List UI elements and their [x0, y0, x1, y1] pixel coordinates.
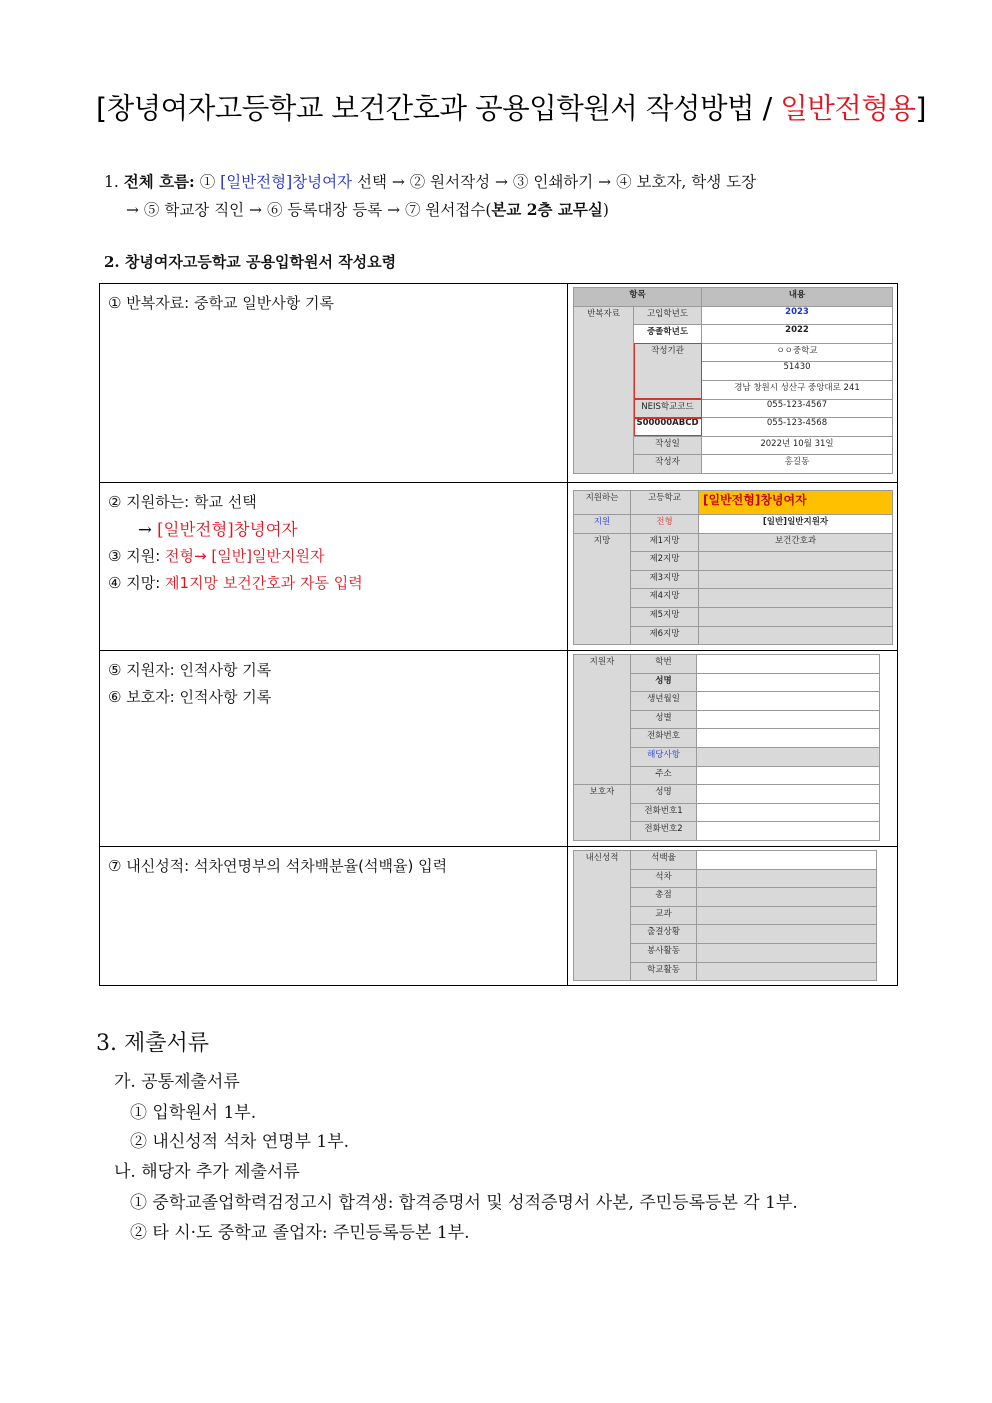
- flow-line-1: 1. 전체 흐름: ① [일반전형]창녕여자 선택 → ② 원서작성 → ③ 인쇄하기 → ④ 보호자, 학생 도장: [104, 172, 757, 191]
- additional-doc-1: ① 중학교졸업학력검정고시 합격생: 합격증명서 및 성적증명서 사본, 주민등록등본 각 1부.: [130, 1193, 798, 1213]
- repeat-data-table: 항목 내용 반복자료 고입학년도 2023 중졸학년도 2022 작성기관 ㅇㅇ중학교 51430 경남 창원시 성산구 중앙대로 241 NEIS학교코드 055-123-4567 S00000ABCD 055-123-4568 작성일 2022년 10월 31일 작성자 홍길동: [573, 287, 893, 474]
- guide-text-2: ② 지원하는: 학교 선택 → [일반전형]창녕여자 ③ 지원: 전형→ [일반]일반지원자 ④ 지망: 제1지망 보건간호과 자동 입력: [100, 483, 568, 651]
- guide-text-1: ① 반복자료: 중학교 일반사항 기록: [100, 284, 568, 483]
- section-1-flow: [104, 168, 756, 224]
- page-title: [창녕여자고등학교 보건간호과 공용입학원서 작성방법 / 일반전형용]: [96, 92, 927, 125]
- guide-row-4: [100, 847, 898, 986]
- guide-table: [99, 283, 898, 986]
- guide-row-3: [100, 651, 898, 847]
- common-doc-1: ① 입학원서 1부.: [130, 1103, 257, 1123]
- admission-type-select[interactable]: [일반]일반지원자: [699, 515, 893, 534]
- guide-text-4: ⑦ 내신성적: 석차연명부의 석차백분율(석백율) 입력: [100, 847, 568, 986]
- additional-doc-2: ② 타 시·도 중학교 졸업자: 주민등록등본 1부.: [130, 1223, 470, 1243]
- section-3-heading: 3. 제출서류: [96, 1031, 209, 1056]
- flow-highlight: [일반전형]창녕여자: [220, 173, 353, 191]
- guide-row-1: [100, 284, 898, 483]
- section-2-heading: 2. 창녕여자고등학교 공용입학원서 작성요령: [104, 253, 397, 271]
- form-school-choice: [568, 483, 898, 651]
- class-rank-percentile-input[interactable]: [697, 851, 877, 870]
- form-personal-info: [568, 651, 898, 847]
- personal-info-table: 지원자 학번 성명 생년월일 성별 전화번호 해당사항 주소 보호자 성명 전화번호1 전화번호2: [573, 654, 880, 841]
- form-grades: [568, 847, 898, 986]
- guide-text-3: ⑤ 지원자: 인적사항 기록 ⑥ 보호자: 인적사항 기록: [100, 651, 568, 847]
- school-choice-table: 지원하는 고등학교 [일반전형]창녕여자 지원 전형 [일반]일반지원자 지망 제1지망 보건간호과 제2지망 제3지망 제4지망 제5지망 제6지망: [573, 490, 893, 645]
- grades-table: 내신성적 석백율 석차 총점 교과 출결상황 봉사활동 학교활동: [573, 850, 877, 981]
- common-doc-2: ② 내신성적 석차 연명부 1부.: [130, 1132, 350, 1152]
- sub-heading-additional: 나. 해당자 추가 제출서류: [114, 1162, 300, 1182]
- sub-heading-common: 가. 공통제출서류: [114, 1072, 240, 1092]
- guide-row-2: [100, 483, 898, 651]
- flow-line-2: → ⑤ 학교장 직인 → ⑥ 등록대장 등록 → ⑦ 원서접수(본교 2층 교무실): [126, 200, 609, 219]
- school-select[interactable]: [일반전형]창녕여자: [699, 491, 893, 515]
- title-highlight: 일반전형용: [780, 92, 916, 125]
- form-repeat-data: [568, 284, 898, 483]
